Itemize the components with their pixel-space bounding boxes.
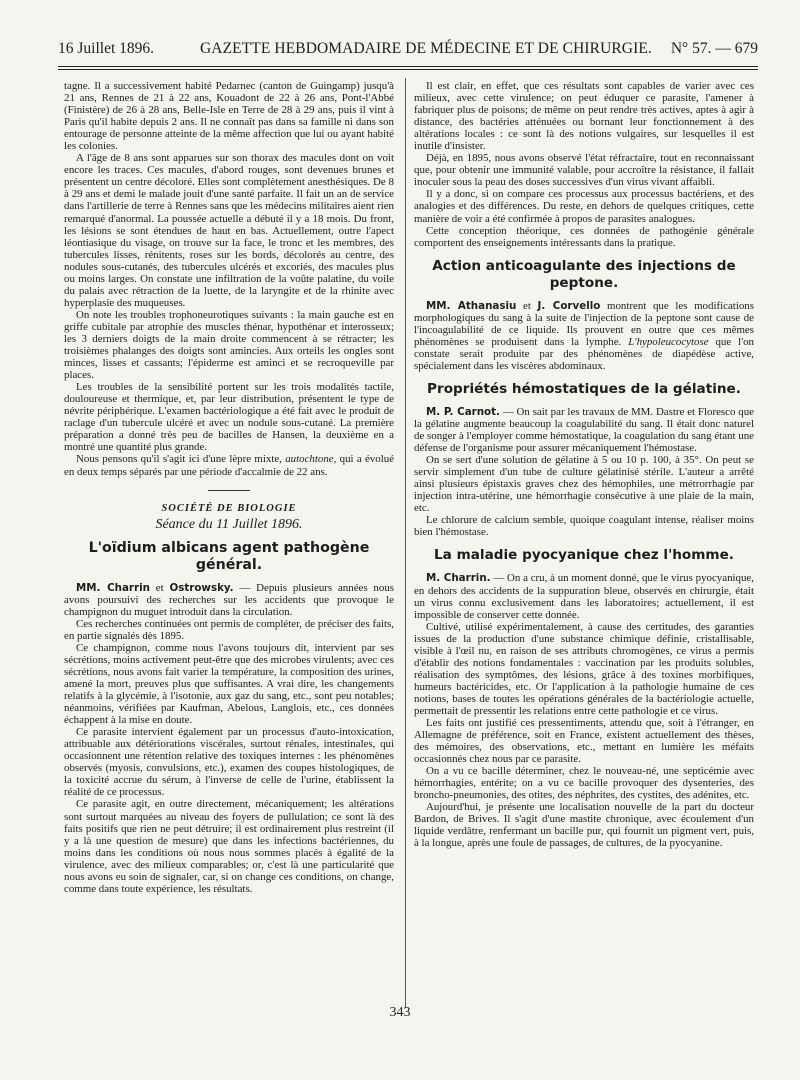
paragraph: Cultivé, utilisé expérimentalement, à cause des certitudes, des garanties issues de la production d'une substance chimique définie, cristallisable, visible à l'œil nu, en raison de ses attributs chromogènes, ce virus a permis d'établir des notions fondamentales : vaccination par les produits solubles, réalisation des symptômes, des lésions, grâce à des toxines morbifiques, humeurs bactéricides, etc. Or l'application à la pathologie humaine de ces notions, bases de toutes les opérations générales de la bactériologie actuelle, permettait de pressentir les relations entre cette pathologie et ce virus. bbox=[414, 620, 754, 717]
paragraph: Cette conception théorique, ces données de pathogénie générale comportent des enseignements intéressants dans la pratique. bbox=[414, 224, 754, 249]
paragraph: MM. Athanasiu et J. Corvello montrent que les modifications morphologiques du sang à la suite de l'injection de la peptone sont cause de l'incoagulabilité de ce liquide. Ils prouvent en outre que ces mêmes phénomènes se produisent dans la lymphe. L'hypoleucocytose que l'on constate serait produite par des phénomènes de diapédèse active, spécialement dans les viscères abdominaux. bbox=[414, 299, 754, 372]
paragraph: Ces recherches continuées ont permis de compléter, de préciser des faits, en partie signalés dès 1895. bbox=[64, 617, 394, 642]
author-name: MM. Charrin bbox=[76, 581, 150, 594]
issue-number: N° 57. — 679 bbox=[670, 40, 758, 57]
journal-title: GAZETTE HEBDOMADAIRE DE MÉDECINE ET DE CHIRURGIE. bbox=[200, 40, 652, 57]
paragraph: Il y a donc, si on compare ces processus aux processus bactériens, et des analogies et des différences. Du reste, en dehors de quelques critiques, cette manière de voir a été confirmée à propos de parasites analogues. bbox=[414, 188, 754, 225]
paragraph: Ce parasite agit, en outre directement, mécaniquement; les altérations sont surtout marquées au niveau des foyers de pullulation; ce sont là des faits positifs que rien ne peut détruire; il est ordinairement plus restreint (il y a là une question de mesure) que dans les infections bactériennes, du moins dans les conditions où nous nous sommes placés à égalité de la virulence, avec des milieux comparables; or, c'est là une particularité que nous avons eu soin de signaler, car, si on change ces conditions, on change, comme dans toute expérience, les résultats. bbox=[64, 798, 394, 895]
paragraph: tagne. Il a successivement habité Pedarnec (canton de Guingamp) jusqu'à 21 ans, Rennes de 21 à 22 ans, Kouadont de 22 à 26 ans, Pont-l'Abbé (Finistère) de 26 à 28 ans, Belle-Isle en Terre de 28 à 29 ans, puis il vint à Paris qu'il habite depuis 2 ans. Il ne connaît pas dans sa famille ni dans son entourage de personne atteinte de la même affection que lui ou ayant habité les colonies. bbox=[64, 80, 394, 153]
article-heading: Action anticoagulante des injections de peptone. bbox=[432, 257, 736, 291]
author-name: J. Corvello bbox=[537, 299, 601, 312]
paragraph: On se sert d'une solution de gélatine à 5 ou 10 p. 100, à 35°. On peut se servir simplement d'un tube de culture gélatinisé stérile. L'auteur a arrêté ainsi plusieurs épistaxis graves chez des hémophiles, une métrorrhagie par injection intra-utérine, une hémorrhagie consécutive à une plaie de la main, etc. bbox=[414, 454, 754, 515]
header-date: 16 Juillet 1896. bbox=[58, 40, 155, 57]
paragraph: Ce parasite intervient également par un processus d'auto-intoxication, attribuable aux détériorations viscérales, surtout rénales, intestinales, qui occasionnent une rétention relative des toxiques internes : les phénomènes observés (myosis, convulsions, etc.), examen des coupes histologiques, de la toxicité accrue du sérum, à l'inverse de celle de l'urine, établissent la réalité de ce processus. bbox=[64, 726, 394, 799]
article-heading: La maladie pyocyanique chez l'homme. bbox=[434, 547, 734, 564]
right-column bbox=[414, 80, 754, 850]
author-name: Ostrowsky. bbox=[169, 581, 234, 594]
paragraph: Déjà, en 1895, nous avons observé l'état réfractaire, tout en reconnaissant que, pour obtenir une immunité valable, pour accroître la résistance, il fallait inoculer sous la peau des doses successives d'un virus vivant affaibli. bbox=[414, 152, 754, 189]
author-name: M. P. Carnot. bbox=[426, 405, 500, 418]
paragraph: Les faits ont justifié ces pressentiments, attendu que, soit à l'étranger, en Allemagne de préférence, soit en France, existent actuellement des thèses, des mémoires, des observations, etc., mettant en lumière les méfaits occasionnés chez nous par ce parasite. bbox=[414, 717, 754, 766]
page-number: 343 bbox=[389, 1005, 411, 1020]
paragraph: M. P. Carnot. — On sait par les travaux de MM. Dastre et Floresco que la gélatine augmente beaucoup la coagulabilité du sang. Il était donc naturel de songer à l'employer comme hémostatique, la coagulation du sang étant une défense de l'organisme pour assurer mécaniquement l'hémostase. bbox=[414, 405, 754, 455]
society-title: SOCIÉTÉ DE BIOLOGIE bbox=[161, 502, 297, 514]
header-rule bbox=[58, 66, 758, 67]
author-name: MM. Athanasiu bbox=[426, 299, 517, 312]
paragraph: M. Charrin. — On a cru, à un moment donné, que le virus pyocyanique, en dehors des accidents de la suppuration bleue, observés en chirurgie, était un virus connu exclusivement dans les laboratoires; actuellement, il est impossible de conserver cette donnée. bbox=[414, 572, 754, 621]
paragraph: Ce champignon, comme nous l'avons toujours dit, intervient par ses sécrétions, moins activement peut-être que des microbes virulents; avec ces sécrétions, nous avons fait varier la température, la composition des urines, amené la mort, preuves plus que suffisantes. A vrai dire, les changements relatifs à la glycémie, à l'isotonie, aux gaz du sang, etc., sont peu notables; néanmoins, vérifiées par Kaufman, Abelous, Langlois, etc., ces données échappent à la mise en doute. bbox=[64, 641, 394, 727]
section-separator bbox=[208, 490, 250, 491]
author-name: M. Charrin. bbox=[426, 572, 491, 585]
header-rule-double bbox=[58, 69, 758, 70]
paragraph: Le chlorure de calcium semble, quoique coagulant intense, réaliser moins bien l'hémostase. bbox=[414, 514, 754, 539]
left-column bbox=[64, 80, 394, 895]
article-heading: L'oïdium albicans agent pathogène général. bbox=[88, 539, 370, 573]
article-heading: Propriétés hémostatiques de la gélatine. bbox=[427, 380, 741, 397]
paragraph: Les troubles de la sensibilité portent sur les trois modalités tactile, douloureuse et thermique, et, par leur distribution, présentent le type de névrite périphérique. L'examen bactériologique a été fait avec le produit de raclage d'un tubercule ulcéré et avec un nodule sous-cutané. La première préparation a donné très peu de bacilles de Hansen, la deuxième en a montré une quantité plus grande. bbox=[64, 381, 394, 454]
paragraph: A l'âge de 8 ans sont apparues sur son thorax des macules dont on voit encore les traces. Ces macules, d'abord rouges, sont devenues brunes et présentent un centre décoloré. Elles sont complètement anesthésiques. De 8 à 29 ans et demi le malade jouit d'une santé parfaite. Il fait un an de service dans l'artillerie de terre à Rennes sans que les médecins militaires aient rien remarqué d'anormal. La poussée actuelle a débuté il y a 18 mois. Du front, les lésions se sont étendues de haut en bas. Actuellement, outre l'apect léontiasique du visage, on trouve sur la face, le tronc et les membres, des tubercules lisses, rénitents, roses sur les bords, décolorés au centre, des nodules sous-cutanés, des tubercules ulcérés et excoriés, des macules plus ou moins larges. On constate une infiltration de la voûte palatine, du voile du palais avec rétraction de la luette, de la laryngite et de la rhinite avec hyperplasie des muqueuses. bbox=[64, 152, 394, 309]
column-divider bbox=[405, 78, 406, 1008]
session-date: Séance du 11 Juillet 1896. bbox=[155, 516, 303, 532]
paragraph: Il est clair, en effet, que ces résultats sont capables de varier avec ces milieux, avec cette virulence; on peut éduquer ce parasite, l'amener à fabriquer plus de poisons; de même on peut rendre très actives, aptes à agir à distance, des bactéries atténuées ou bornant leur fonctionnement à des altérations locales : ce sont là des notions vulgaires, sur lesquelles il est inutile d'insister. bbox=[414, 80, 754, 153]
running-header bbox=[58, 40, 758, 62]
paragraph: MM. Charrin et Ostrowsky. — Depuis plusieurs années nous avons poursuivi des recherches sur les accidents que provoque le champignon du muguet introduit dans la circulation. bbox=[64, 581, 394, 618]
paragraph: Aujourd'hui, je présente une localisation nouvelle de la part du docteur Bardon, de Brives. Il s'agit d'une mastite chronique, avec écoulement d'un liquide verdâtre, renfermant un bacille pur, qui fournit un pigment vert, puis, à la longue, après une foule de passages, de cultures, de la pyocyanine. bbox=[414, 801, 754, 850]
paragraph: Nous pensons qu'il s'agit ici d'une lèpre mixte, autochtone, qui a évolué en deux temps séparés par une période d'accalmie de 22 ans. bbox=[64, 453, 395, 478]
paragraph: On note les troubles trophoneurotiques suivants : la main gauche est en griffe cubitale par atrophie des muscles thénar, hypothénar et interosseux; les 3 derniers doigts de la main droite commencent à se rétracter; les troisièmes phalanges des doigts sont amincies. Aux orteils les ongles sont minces, lisses et cassants; l'épiderme est aminci et se recroqueville par places. bbox=[64, 308, 394, 382]
paragraph: On a vu ce bacille déterminer, chez le nouveau-né, une septicémie avec hémorrhagies, entérite; on a vu ce bacille provoquer des dysenteries, des broncho-pneumonies, des otites, des néphrites, des cystites, des adénites, etc. bbox=[414, 765, 754, 802]
